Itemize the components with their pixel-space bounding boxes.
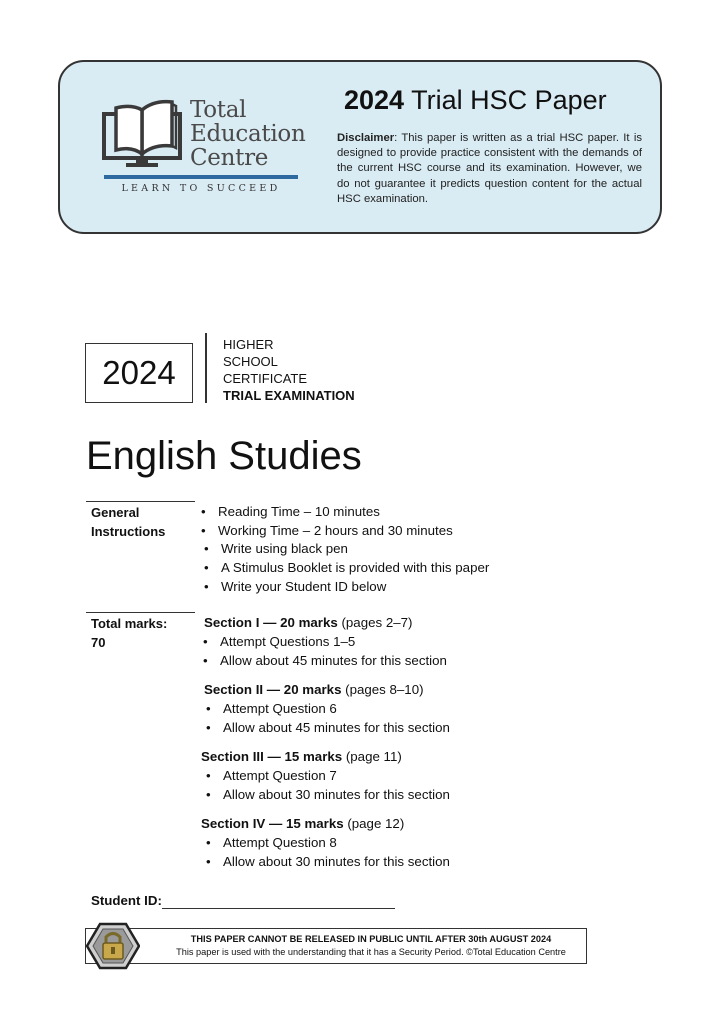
general-label-line1: General bbox=[91, 505, 140, 520]
disclaimer bbox=[337, 131, 642, 207]
section-2-list bbox=[203, 700, 450, 737]
security-notice-title: THIS PAPER CANNOT BE RELEASED IN PUBLIC UNTIL AFTER 30th AUGUST 2024 bbox=[190, 934, 552, 944]
general-instructions-label bbox=[91, 503, 165, 541]
section-4-list bbox=[203, 834, 450, 871]
exam-year-box: 2024 bbox=[85, 343, 193, 403]
total-marks-value: 70 bbox=[91, 635, 106, 650]
logo-word-total: Total bbox=[190, 97, 247, 123]
section-3-heading bbox=[201, 748, 402, 767]
list-item: • Write your Student ID below bbox=[201, 578, 489, 597]
exam-type: TRIAL EXAMINATION bbox=[223, 388, 355, 403]
section-3-pages: (page 11) bbox=[342, 749, 402, 764]
section-3-title: Section III — 15 marks bbox=[201, 749, 343, 764]
total-marks-line1: Total marks: bbox=[91, 616, 168, 631]
total-marks-label bbox=[91, 614, 167, 652]
paper-title bbox=[344, 85, 607, 116]
exam-label bbox=[223, 336, 355, 404]
list-item: • Attempt Question 6 bbox=[203, 700, 450, 719]
exam-divider bbox=[205, 333, 207, 403]
section-4-pages: (page 12) bbox=[343, 816, 405, 831]
exam-line-higher: HIGHER bbox=[223, 337, 274, 352]
exam-line-certificate: CERTIFICATE bbox=[223, 371, 308, 386]
general-instructions-list bbox=[198, 503, 490, 597]
list-item: • Attempt Question 7 bbox=[203, 767, 450, 786]
section-2-title: Section II — 20 marks bbox=[204, 682, 342, 697]
general-label-line2: Instructions bbox=[91, 524, 166, 539]
logo-word-centre: Centre bbox=[190, 145, 269, 171]
disclaimer-text: : This paper is written as a trial HSC paper. It is designed to provide practice consistent with the demands of the current HSC course and its examination. However, we do not guarantee it predicts question content for the actual HSC examination. bbox=[337, 132, 642, 205]
logo-wordmark bbox=[190, 98, 305, 170]
section-2-pages: (pages 8–10) bbox=[341, 682, 424, 697]
section-4-title: Section IV — 15 marks bbox=[201, 816, 344, 831]
disclaimer-label: Disclaimer bbox=[337, 132, 395, 144]
general-rule bbox=[86, 501, 195, 502]
list-item: • Attempt Questions 1–5 bbox=[200, 633, 447, 652]
open-book-monitor-icon bbox=[102, 96, 182, 168]
student-id-field[interactable] bbox=[162, 908, 395, 909]
section-2-heading bbox=[204, 681, 424, 700]
section-1-list bbox=[200, 633, 447, 670]
logo-tagline: LEARN TO SUCCEED bbox=[121, 183, 281, 194]
exam-line-school: SCHOOL bbox=[223, 354, 278, 369]
list-item: • Reading Time – 10 minutes bbox=[198, 503, 486, 522]
section-3-list bbox=[203, 767, 450, 804]
subject-title: English Studies bbox=[86, 434, 362, 478]
security-notice-text: This paper is used with the understanding that it has a Security Period. ©Total Education Centre bbox=[176, 947, 566, 957]
list-item: • Working Time – 2 hours and 30 minutes bbox=[198, 522, 486, 541]
list-item: • A Stimulus Booklet is provided with this paper bbox=[201, 559, 489, 578]
list-item: • Attempt Question 8 bbox=[203, 834, 450, 853]
padlock-icon bbox=[86, 922, 140, 970]
section-1-heading bbox=[204, 614, 412, 633]
list-item: • Write using black pen bbox=[201, 540, 489, 559]
marks-rule bbox=[86, 612, 195, 613]
list-item: • Allow about 45 minutes for this section bbox=[200, 652, 447, 671]
section-1-pages: (pages 2–7) bbox=[337, 615, 413, 630]
section-4-heading bbox=[201, 815, 404, 834]
list-item: • Allow about 30 minutes for this section bbox=[203, 786, 450, 805]
paper-title-text: Trial HSC Paper bbox=[411, 85, 607, 115]
list-item: • Allow about 45 minutes for this section bbox=[203, 719, 450, 738]
logo-word-education: Education bbox=[190, 121, 306, 147]
list-item: • Allow about 30 minutes for this section bbox=[203, 853, 450, 872]
student-id-label: Student ID: bbox=[91, 893, 162, 908]
paper-title-year: 2024 bbox=[344, 85, 405, 115]
section-1-title: Section I — 20 marks bbox=[204, 615, 338, 630]
logo-underline bbox=[104, 175, 298, 179]
